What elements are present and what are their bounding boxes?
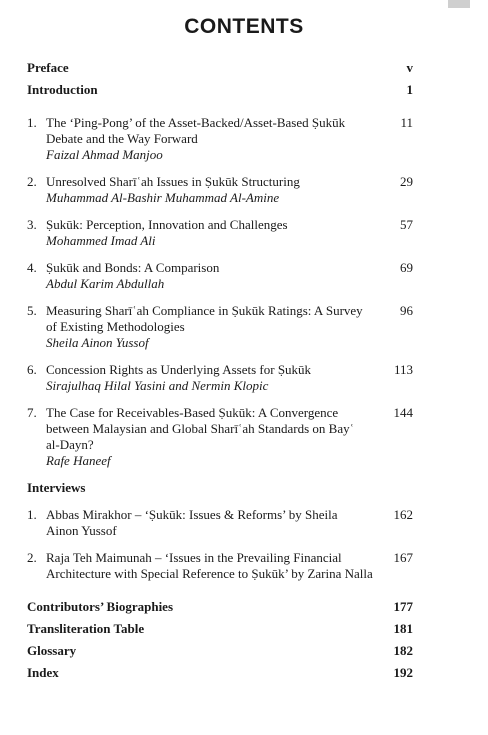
back-entry[interactable] (27, 665, 413, 681)
page-number: 69 (400, 260, 413, 275)
page-number: 177 (393, 599, 413, 614)
entry-author: Muhammad Al-Bashir Muhammad Al-Amine (46, 190, 280, 205)
chapter-entry[interactable] (27, 405, 413, 469)
entry-author: Rafe Haneef (46, 453, 111, 468)
section-heading: Interviews (27, 480, 86, 495)
page-number: 1 (406, 82, 413, 97)
page-number: 192 (393, 665, 413, 680)
entry-text: Ṣukūk and Bonds: A Comparison Abdul Karim Abdullah (46, 260, 413, 292)
page-title: CONTENTS (184, 15, 304, 38)
page-number: 181 (393, 621, 413, 636)
entry-number: 2. (27, 550, 37, 565)
page-number: 57 (400, 217, 413, 232)
back-entry[interactable] (27, 621, 413, 637)
entry-text: The ‘Ping-Pong’ of the Asset-Backed/Asset-Based Ṣukūk Debate and the Way Forward Faizal Ahmad Manjoo (46, 115, 413, 163)
interviews-heading (27, 480, 413, 496)
entry-number: 5. (27, 303, 37, 318)
entry-author: Faizal Ahmad Manjoo (46, 147, 163, 162)
front-entry[interactable] (27, 82, 413, 98)
chapter-entry[interactable] (27, 115, 413, 163)
entry-number: 1. (27, 115, 37, 130)
table-of-contents (27, 60, 413, 681)
back-entry[interactable] (27, 643, 413, 659)
entry-text: Measuring Sharīʿah Compliance in Ṣukūk Ratings: A Survey of Existing Methodologies Sheila Ainon Yussof (46, 303, 413, 351)
entry-number: 7. (27, 405, 37, 420)
interview-entry[interactable] (27, 507, 413, 539)
page-number: 182 (393, 643, 413, 658)
entry-text: Concession Rights as Underlying Assets for Ṣukūk Sirajulhaq Hilal Yasini and Nermin Klopic (46, 362, 413, 394)
entry-label: Transliteration Table (27, 621, 145, 636)
chapter-entry[interactable] (27, 174, 413, 206)
page-number: 29 (400, 174, 413, 189)
entry-number: 6. (27, 362, 37, 377)
entry-author: Sheila Ainon Yussof (46, 335, 149, 350)
entry-author: Mohammed Imad Ali (46, 233, 156, 248)
entry-label: Contributors’ Biographies (27, 599, 174, 614)
page-number: v (406, 60, 413, 75)
page-number: 96 (400, 303, 413, 318)
entry-label: Introduction (27, 82, 98, 97)
chapter-entry[interactable] (27, 362, 413, 394)
entry-text: Raja Teh Maimunah – ‘Issues in the Prevailing Financial Architecture with Special Reference to Ṣukūk’ by Zarina Nalla (46, 550, 373, 581)
chapter-entry[interactable] (27, 217, 413, 249)
entry-author: Abdul Karim Abdullah (46, 276, 165, 291)
entry-number: 1. (27, 507, 37, 522)
entry-text: The Case for Receivables-Based Ṣukūk: A Convergence between Malaysian and Global Sharīʿah Standards on Bayʿ al-Dayn? Rafe Haneef (46, 405, 413, 469)
chapter-entry[interactable] (27, 303, 413, 351)
entry-text: Ṣukūk: Perception, Innovation and Challenges Mohammed Imad Ali (46, 217, 413, 249)
entry-label: Glossary (27, 643, 77, 658)
entry-text: Abbas Mirakhor – ‘Ṣukūk: Issues & Reforms’ by Sheila Ainon Yussof (46, 507, 338, 538)
entry-text: Unresolved Sharīʿah Issues in Ṣukūk Structuring Muhammad Al-Bashir Muhammad Al-Amine (46, 174, 413, 206)
page-number: 11 (400, 115, 413, 130)
interview-entry[interactable] (27, 550, 413, 582)
back-entry[interactable] (27, 599, 413, 615)
page-number: 167 (393, 550, 413, 565)
entry-number: 4. (27, 260, 37, 275)
front-entry[interactable] (27, 60, 413, 76)
corner-mark (448, 0, 470, 8)
page-number: 162 (393, 507, 413, 522)
entry-label: Index (27, 665, 59, 680)
page-number: 144 (393, 405, 413, 420)
entry-label: Preface (27, 60, 69, 75)
entry-author: Sirajulhaq Hilal Yasini and Nermin Klopic (46, 378, 269, 393)
page-number: 113 (393, 362, 413, 377)
entry-number: 3. (27, 217, 37, 232)
chapter-entry[interactable] (27, 260, 413, 292)
entry-number: 2. (27, 174, 37, 189)
